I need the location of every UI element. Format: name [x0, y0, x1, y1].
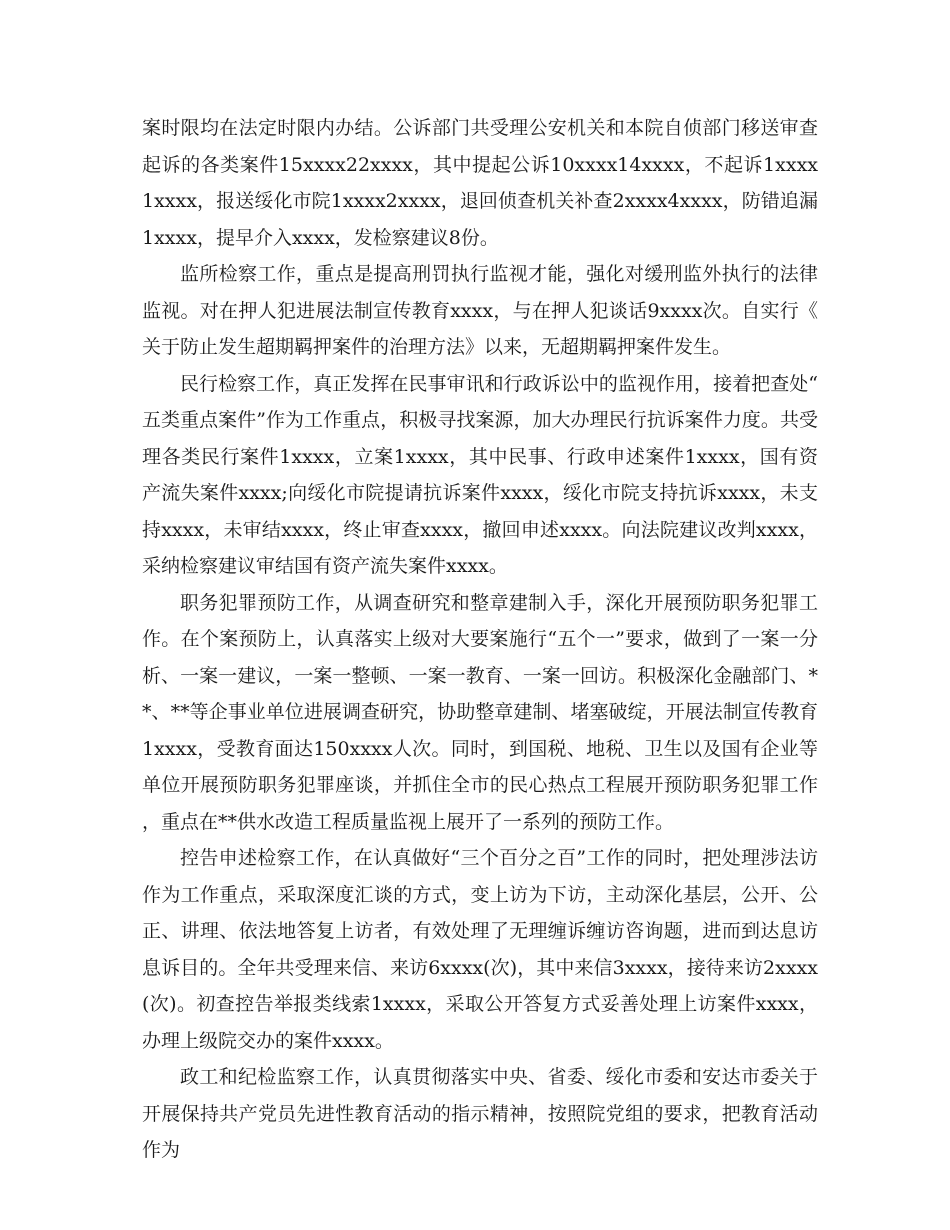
- paragraph-civil-administrative: 民行检察工作，真正发挥在民事审讯和行政诉讼中的监视作用，接着把查处“五类重点案件”作为工作重点，积极寻找案源，加大办理民行抗诉案件力度。共受理各类民行案件1xxxx，立案1xxxx，其中民事、行政申述案件1xxxx，国有资产流失案件xxxx;向绥化市院提请抗诉案件xxxx，绥化市院支持抗诉xxxx，未支持xxxx，未审结xxxx，终止审查xxxx，撤回申述xxxx。向法院建议改判xxxx，采纳检察建议审结国有资产流失案件xxxx。: [142, 372, 818, 577]
- paragraph-crime-prevention: 职务犯罪预防工作，从调查研究和整章建制入手，深化开展预防职务犯罪工作。在个案预防上，认真落实上级对大要案施行“五个一”要求，做到了一案一分析、一案一建议，一案一整顿、一案一教育、一案一回访。积极深化金融部门、**、**等企事业单位进展调查研究，协助整章建制、堵塞破绽，开展法制宣传教育1xxxx，受教育面达150xxxx人次。同时，到国税、地税、卫生以及国有企业等单位开展预防职务犯罪座谈，并抓住全市的民心热点工程展开预防职务犯罪工作，重点在**供水改造工程质量监视上展开了一系列的预防工作。: [142, 591, 818, 833]
- paragraph-prison-supervision: 监所检察工作，重点是提高刑罚执行监视才能，强化对缓刑监外执行的法律监视。对在押人犯进展法制宣传教育xxxx，与在押人犯谈话9xxxx次。自实行《关于防止发生超期羁押案件的治理方法》以来，无超期羁押案件发生。: [142, 263, 818, 358]
- paragraph-complaints-petitions: 控告申述检察工作，在认真做好“三个百分之百”工作的同时，把处理涉法访作为工作重点，采取深度汇谈的方式，变上访为下访，主动深化基层，公开、公正、讲理、依法地答复上访者，有效处理了无理缠诉缠访咨询题，进而到达息访息诉目的。全年共受理来信、来访6xxxx(次)，其中来信3xxxx，接待来访2xxxx(次)。初查控告举报类线索1xxxx，采取公开答复方式妥善处理上访案件xxxx，办理上级院交办的案件xxxx。: [142, 847, 818, 1052]
- paragraph-public-prosecution: 案时限均在法定时限内办结。公诉部门共受理公安机关和本院自侦部门移送审查起诉的各类案件15xxxx22xxxx，其中提起公诉10xxxx14xxxx，不起诉1xxxx1xxxx，报送绥化市院1xxxx2xxxx，退回侦查机关补查2xxxx4xxxx，防错追漏1xxxx，提早介入xxxx，发检察建议8份。: [142, 117, 818, 249]
- document-body: [142, 110, 818, 1169]
- paragraph-political-discipline: 政工和纪检监察工作，认真贯彻落实中央、省委、绥化市委和安达市委关于开展保持共产党员先进性教育活动的指示精神，按照院党组的要求，把教育活动作为: [142, 1066, 818, 1161]
